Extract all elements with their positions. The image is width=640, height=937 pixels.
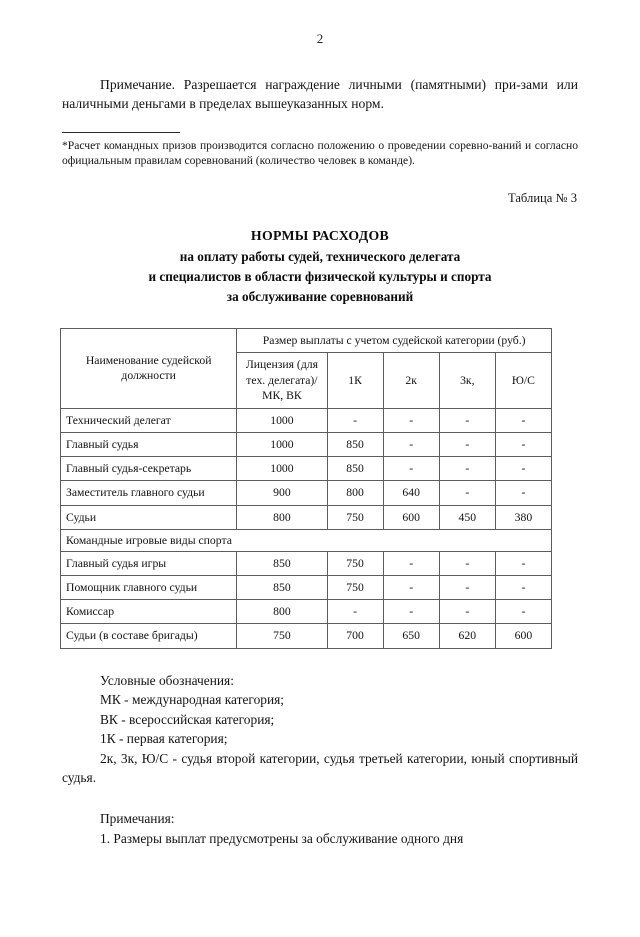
title-line-3: и специалистов в области физической культуры и спорта	[148, 268, 492, 284]
notes-heading: Примечания:	[100, 810, 175, 826]
table-cell-value-1: 850	[327, 432, 383, 456]
table-cell-value-1: 700	[327, 624, 383, 648]
document-page	[0, 32, 640, 937]
header-cell-2k: 2к	[383, 353, 439, 408]
table-cell-value-3: -	[439, 600, 495, 624]
table-cell-value-4: 600	[495, 624, 551, 648]
title-line-4: за обслуживание соревнований	[226, 288, 414, 304]
table-cell-value-4: -	[495, 457, 551, 481]
table-cell-value-2: 640	[383, 481, 439, 505]
header-cell-1k: 1К	[327, 353, 383, 408]
table-cell-value-4: -	[495, 481, 551, 505]
table-cell-value-0: 750	[237, 624, 327, 648]
table-cell-value-0: 850	[237, 575, 327, 599]
table-cell-value-2: -	[383, 408, 439, 432]
table-cell-value-1: -	[327, 408, 383, 432]
legend-item-1k: 1К - первая категория;	[100, 731, 228, 747]
table-cell-value-2: 650	[383, 624, 439, 648]
header-cell-payment-group: Размер выплаты с учетом судейской категории (руб.)	[237, 329, 552, 353]
header-cell-license: Лицензия (для тех. делегата)/ МК, ВК	[237, 353, 327, 408]
table-cell-value-1: 800	[327, 481, 383, 505]
page-number: 2	[316, 31, 324, 46]
table-cell-value-0: 1000	[237, 432, 327, 456]
table-cell-position: Судьи (в составе бригады)	[61, 624, 237, 648]
notes-block	[62, 809, 578, 848]
document-title	[62, 226, 578, 307]
table-caption: Таблица № 3	[507, 191, 577, 206]
table-section-label: Командные игровые виды спорта	[61, 529, 552, 551]
table-row	[61, 505, 552, 529]
table-cell-position: Главный судья-секретарь	[61, 457, 237, 481]
legend-item-mk: МК - международная категория;	[100, 692, 285, 708]
table-cell-value-3: -	[439, 408, 495, 432]
notes-item-1: 1. Размеры выплат предусмотрены за обслуживание одного дня	[100, 830, 464, 846]
table-row	[61, 408, 552, 432]
table-cell-value-1: 750	[327, 575, 383, 599]
table-cell-value-2: -	[383, 600, 439, 624]
legend-block	[62, 671, 578, 788]
table-cell-value-3: -	[439, 551, 495, 575]
table-cell-value-4: -	[495, 575, 551, 599]
legend-heading: Условные обозначения:	[100, 672, 234, 688]
table-cell-value-1: 750	[327, 551, 383, 575]
table-cell-value-4: -	[495, 551, 551, 575]
table-row	[61, 624, 552, 648]
table-cell-value-3: -	[439, 575, 495, 599]
table-cell-position: Главный судья игры	[61, 551, 237, 575]
table-row	[61, 457, 552, 481]
table-row	[61, 551, 552, 575]
title-line-1: НОРМЫ РАСХОДОВ	[250, 228, 390, 244]
header-cell-position-name: Наименование судейской должности	[61, 329, 237, 409]
table-cell-value-3: -	[439, 457, 495, 481]
footnote-text: *Расчет командных призов производится согласно положению о проведении соревно-ваний и согласно официальным правилам соревнований (количество человек в команде).	[62, 138, 578, 168]
legend-item-vk: ВК - всероссийская категория;	[100, 711, 275, 727]
table-header-row-1	[61, 329, 552, 353]
table-cell-value-0: 850	[237, 551, 327, 575]
table-cell-value-0: 800	[237, 505, 327, 529]
title-line-2: на оплату работы судей, технического делегата	[179, 248, 461, 264]
table-cell-position: Помощник главного судьи	[61, 575, 237, 599]
footnote-separator	[62, 132, 180, 133]
table-cell-value-4: 380	[495, 505, 551, 529]
table-cell-value-3: 450	[439, 505, 495, 529]
table-cell-value-1: 750	[327, 505, 383, 529]
table-cell-value-1: -	[327, 600, 383, 624]
table-cell-value-3: -	[439, 481, 495, 505]
table-row	[61, 432, 552, 456]
table-body	[61, 408, 552, 648]
table-cell-value-0: 1000	[237, 457, 327, 481]
table-cell-position: Судьи	[61, 505, 237, 529]
table-row	[61, 600, 552, 624]
table-cell-value-1: 850	[327, 457, 383, 481]
table-cell-value-2: -	[383, 575, 439, 599]
table-cell-value-3: 620	[439, 624, 495, 648]
table-section-row	[61, 529, 552, 551]
table-cell-value-2: -	[383, 432, 439, 456]
table-cell-value-4: -	[495, 408, 551, 432]
table-cell-value-0: 800	[237, 600, 327, 624]
note-paragraph: Примечание. Разрешается награждение личными (памятными) при-зами или наличными деньгами в пределах вышеуказанных норм.	[62, 77, 578, 112]
table-row	[61, 575, 552, 599]
table-cell-value-4: -	[495, 432, 551, 456]
table-cell-position: Технический делегат	[61, 408, 237, 432]
table-cell-value-4: -	[495, 600, 551, 624]
header-cell-3k: 3к,	[439, 353, 495, 408]
table-cell-value-2: 600	[383, 505, 439, 529]
table-cell-value-0: 1000	[237, 408, 327, 432]
table-row	[61, 481, 552, 505]
table-header	[61, 329, 552, 409]
header-cell-us: Ю/С	[495, 353, 551, 408]
legend-item-2k-3k-us: 2к, 3к, Ю/С - судья второй категории, судья третьей категории, юный спортивный судья.	[62, 750, 578, 786]
table-cell-value-3: -	[439, 432, 495, 456]
table-cell-value-2: -	[383, 551, 439, 575]
table-cell-value-0: 900	[237, 481, 327, 505]
table-cell-position: Комиссар	[61, 600, 237, 624]
table-cell-value-2: -	[383, 457, 439, 481]
norms-table	[60, 328, 552, 649]
table-cell-position: Заместитель главного судьи	[61, 481, 237, 505]
table-cell-position: Главный судья	[61, 432, 237, 456]
